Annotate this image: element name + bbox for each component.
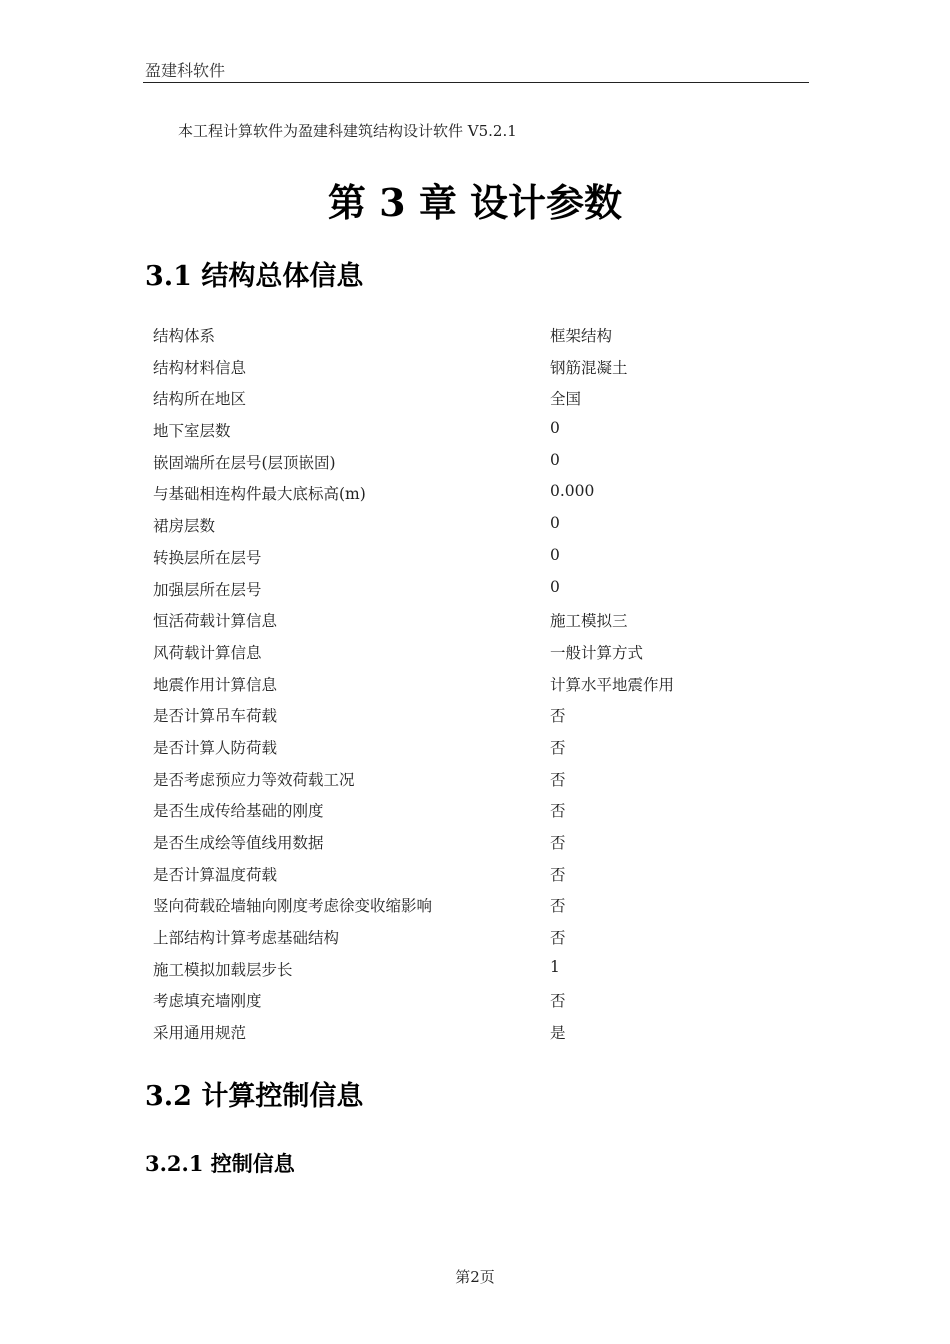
parameter-name: 采用通用规范 [153, 1024, 247, 1043]
page-number: 第2页 [455, 1268, 495, 1286]
parameter-value: 0 [550, 450, 560, 469]
parameter-name: 是否考虑预应力等效荷载工况 [153, 770, 355, 789]
parameter-value: 钢筋混凝土 [550, 358, 628, 377]
parameter-name: 风荷载计算信息 [153, 643, 262, 662]
parameter-row [153, 667, 713, 699]
parameter-name: 恒活荷载计算信息 [153, 612, 278, 631]
parameter-name: 是否计算人防荷载 [153, 738, 278, 757]
parameter-row [153, 793, 713, 825]
parameter-name: 施工模拟加载层步长 [153, 960, 293, 979]
parameter-value: 0 [550, 545, 560, 564]
parameter-value: 0.000 [550, 482, 595, 501]
chapter-title: 第 3 章 设计参数 [327, 180, 623, 225]
parameter-name: 地下室层数 [153, 422, 231, 441]
parameter-value: 计算水平地震作用 [550, 675, 675, 694]
parameter-row [153, 381, 713, 413]
parameter-value: 0 [550, 577, 560, 596]
parameter-table [153, 318, 713, 1047]
parameter-name: 裙房层数 [153, 517, 216, 536]
parameter-row [153, 698, 713, 730]
parameter-name: 结构体系 [153, 327, 216, 345]
parameter-value: 一般计算方式 [550, 643, 644, 662]
parameter-row [153, 952, 713, 984]
parameter-row [153, 572, 713, 604]
parameter-name: 是否计算吊车荷载 [153, 707, 278, 726]
parameter-row [153, 508, 713, 540]
parameter-name: 是否生成传给基础的刚度 [153, 802, 324, 821]
parameter-value: 否 [550, 738, 566, 757]
parameter-value: 否 [550, 834, 566, 852]
parameter-row [153, 983, 713, 1015]
parameter-row [153, 445, 713, 477]
parameter-row [153, 476, 713, 508]
parameter-name: 竖向荷载砼墙轴向刚度考虑徐变收缩影响 [153, 897, 433, 916]
parameter-value: 否 [550, 707, 566, 726]
parameter-name: 嵌固端所在层号(层顶嵌固) [153, 453, 336, 472]
parameter-name: 地震作用计算信息 [153, 675, 278, 694]
parameter-name: 加强层所在层号 [153, 580, 262, 599]
parameter-value: 全国 [550, 390, 582, 409]
parameter-value: 是 [550, 1024, 566, 1043]
parameter-row [153, 318, 713, 350]
parameter-row [153, 413, 713, 445]
parameter-name: 结构所在地区 [153, 390, 247, 409]
parameter-name: 是否生成绘等值线用数据 [153, 834, 324, 852]
parameter-value: 否 [550, 897, 566, 916]
parameter-name: 结构材料信息 [153, 358, 247, 377]
section-heading-3-2: 3.2 计算控制信息 [145, 1081, 364, 1112]
section-heading-3-1: 3.1 结构总体信息 [145, 261, 364, 292]
parameter-value: 否 [550, 992, 566, 1011]
page-header [143, 56, 809, 83]
parameter-row [153, 825, 713, 857]
parameter-row [153, 888, 713, 920]
parameter-value: 施工模拟三 [550, 612, 628, 631]
parameter-value: 框架结构 [550, 327, 613, 345]
parameter-row [153, 730, 713, 762]
parameter-row [153, 635, 713, 667]
parameter-row [153, 603, 713, 635]
parameter-value: 1 [550, 957, 560, 976]
parameter-row [153, 762, 713, 794]
parameter-value: 否 [550, 770, 566, 789]
parameter-row [153, 1015, 713, 1047]
parameter-value: 否 [550, 929, 566, 948]
parameter-name: 与基础相连构件最大底标高(m) [153, 485, 366, 504]
parameter-value: 0 [550, 514, 560, 533]
intro-text: 本工程计算软件为盈建科建筑结构设计软件 V5.2.1 [178, 122, 517, 140]
parameter-row [153, 350, 713, 382]
parameter-row [153, 857, 713, 889]
parameter-row [153, 540, 713, 572]
parameter-name: 转换层所在层号 [153, 548, 262, 567]
parameter-name: 是否计算温度荷载 [153, 865, 278, 884]
parameter-value: 0 [550, 419, 560, 438]
parameter-value: 否 [550, 865, 566, 884]
parameter-name: 考虑填充墙刚度 [153, 992, 262, 1011]
parameter-value: 否 [550, 802, 566, 821]
parameter-row [153, 920, 713, 952]
section-heading-3-2-1: 3.2.1 控制信息 [145, 1151, 295, 1176]
header-title: 盈建科软件 [145, 61, 226, 80]
parameter-name: 上部结构计算考虑基础结构 [153, 929, 340, 948]
